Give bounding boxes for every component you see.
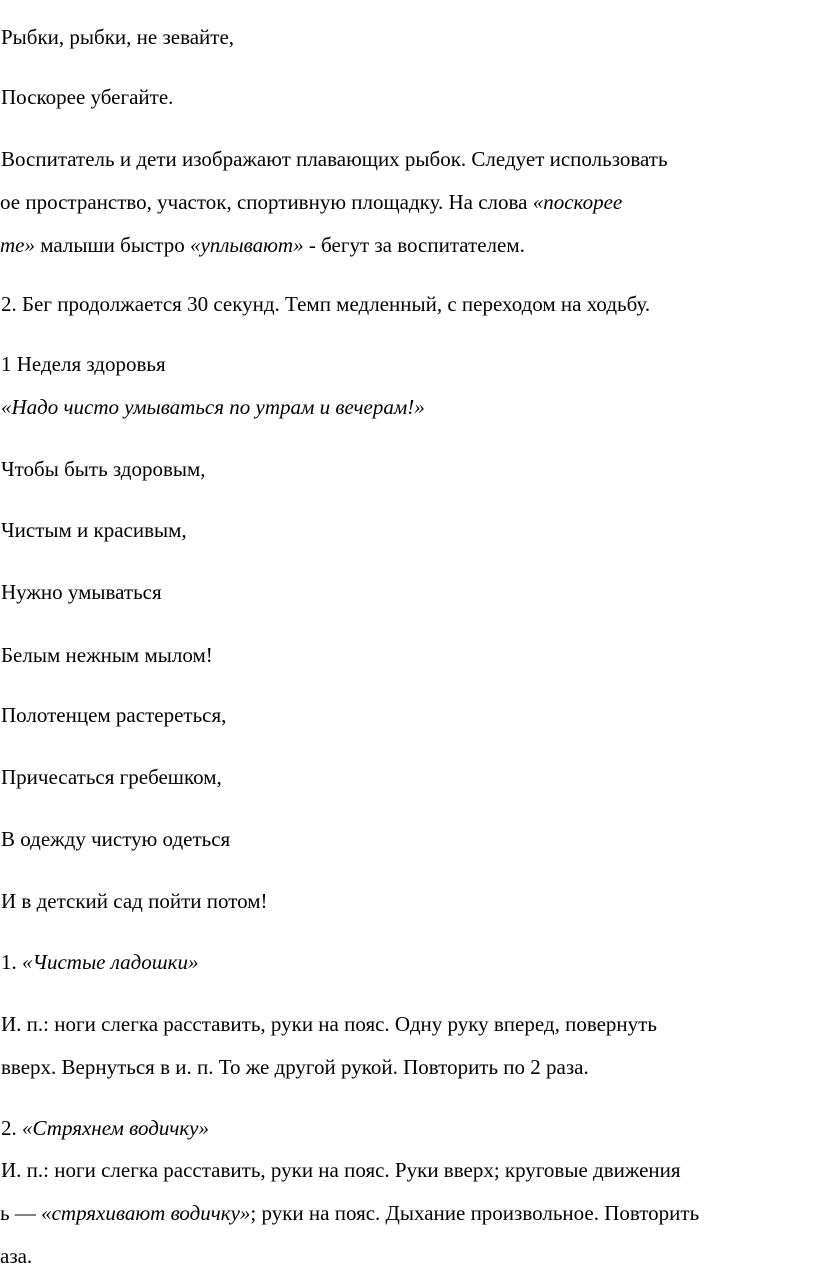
text-span: ое пространство, участок, спортивную площадку. На слова: [0, 190, 533, 214]
exercise-2-line-1: И. п.: ноги слегка расставить, руки на пояс. Руки вверх; круговые движения: [1, 1158, 681, 1182]
italic-span: «поскорее: [532, 190, 623, 214]
paragraph-line-2: [0, 192, 622, 213]
exercise-1-line-2: вверх. Вернуться в и. п. То же другой рукой. Повторить по 2 раза.: [1, 1055, 589, 1079]
section-heading: 1 Неделя здоровья: [1, 352, 166, 376]
italic-span: «уплывают»: [189, 233, 304, 257]
poem-line-2: Чистым и красивым,: [1, 518, 187, 542]
paragraph-line-4: 2. Бег продолжается 30 секунд. Темп медленный, с переходом на ходьбу.: [1, 292, 651, 316]
text-span: ь —: [0, 1201, 42, 1225]
poem-line-fish-1: Рыбки, рыбки, не зевайте,: [1, 25, 235, 49]
paragraph-line-1: Воспитатель и дети изображают плавающих рыбок. Следует использовать: [1, 147, 668, 171]
poem-line-7: В одежду чистую одеться: [1, 827, 231, 851]
poem-line-4: Белым нежным мылом!: [1, 643, 213, 667]
exercise-2-title: [1, 1118, 209, 1139]
exercise-1-title: [1, 952, 198, 973]
text-span: ; руки на пояс. Дыхание произвольное. Повторить: [250, 1201, 700, 1225]
exercise-2-line-3: аза.: [0, 1244, 33, 1268]
italic-span: «Стряхнем водичку»: [22, 1116, 209, 1140]
text-span: - бегут за воспитателем.: [303, 233, 525, 257]
text-span: 1.: [1, 950, 22, 974]
italic-span: «стряхивают водичку»: [41, 1201, 251, 1225]
poem-line-5: Полотенцем растереться,: [1, 703, 227, 727]
poem-line-6: Причесаться гребешком,: [1, 765, 222, 789]
exercise-1-line-1: И. п.: ноги слегка расставить, руки на пояс. Одну руку вперед, повернуть: [1, 1012, 657, 1036]
text-span: малыши быстро: [35, 233, 190, 257]
text-span: 2.: [1, 1116, 22, 1140]
italic-span: «Чистые ладошки»: [22, 950, 199, 974]
italic-span: «Надо чисто умываться по утрам и вечерам!»: [1, 395, 425, 419]
poem-line-8: И в детский сад пойти потом!: [1, 889, 268, 913]
poem-line-3: Нужно умываться: [1, 580, 162, 604]
italic-span: те»: [0, 233, 35, 257]
poem-line-1: Чтобы быть здоровым,: [1, 457, 206, 481]
paragraph-line-3: [0, 235, 525, 256]
poem-line-fish-2: Поскорее убегайте.: [1, 85, 174, 109]
section-subtitle: [1, 397, 425, 418]
exercise-2-line-2: [0, 1203, 699, 1224]
